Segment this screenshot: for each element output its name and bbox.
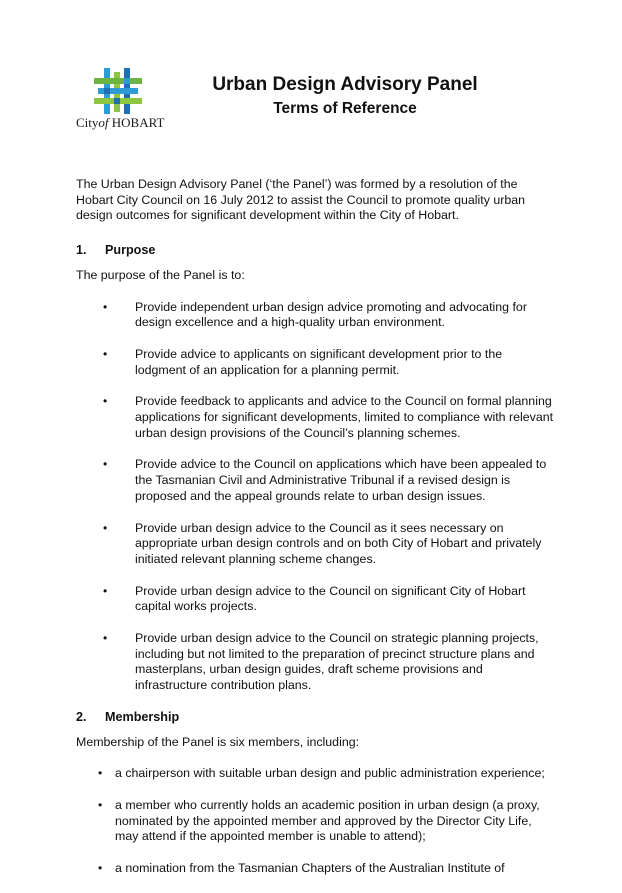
section-heading: 1. Purpose bbox=[76, 243, 156, 258]
hobart-logo-mark-icon bbox=[94, 68, 142, 114]
section-heading: 2. Membership bbox=[76, 709, 180, 724]
list-item: • a member who currently holds an academic position in urban design (a proxy, nominated by the appointed member and approved by the Director City Life, may attend if the appointed member is unable to attend); bbox=[76, 798, 556, 845]
membership-list bbox=[76, 766, 556, 877]
list-item: • a nomination from the Tasmanian Chapters of the Australian Institute of bbox=[76, 861, 556, 877]
list-item: • Provide feedback to applicants and advice to the Council on formal planning applications for significant developments, limited to compliance with relevant urban design provisions of the Council’s planning schemes. bbox=[76, 394, 556, 441]
document-body bbox=[76, 177, 556, 893]
city-of-hobart-logo bbox=[76, 68, 166, 132]
section-lead: Membership of the Panel is six members, including: bbox=[76, 734, 360, 749]
list-item: • a chairperson with suitable urban design and public administration experience; bbox=[76, 766, 556, 782]
logo-wordmark: Cityof HOBART bbox=[76, 115, 165, 130]
list-item: • Provide urban design advice to the Council on strategic planning projects, including but not limited to the preparation of precinct structure plans and masterplans, urban design guides, draft scheme provisions and infrastructure contribution plans. bbox=[76, 631, 556, 694]
list-item: • Provide urban design advice to the Council on significant City of Hobart capital works projects. bbox=[76, 584, 556, 615]
list-item: • Provide independent urban design advice promoting and advocating for design excellence and a high-quality urban environment. bbox=[76, 300, 556, 331]
section-lead: The purpose of the Panel is to: bbox=[76, 267, 245, 282]
intro-paragraph: The Urban Design Advisory Panel (‘the Panel’) was formed by a resolution of the Hobart City Council on 16 July 2012 to assist the Council to promote quality urban design outcomes for significant development within the City of Hobart. bbox=[76, 177, 526, 223]
list-item: • Provide urban design advice to the Council as it sees necessary on appropriate urban design controls and on both City of Hobart and privately initiated relevant planning scheme changes. bbox=[76, 521, 556, 568]
list-item: • Provide advice to applicants on significant development prior to the lodgment of an application for a planning permit. bbox=[76, 347, 556, 378]
section-membership bbox=[76, 710, 556, 877]
purpose-list bbox=[76, 300, 556, 694]
section-purpose bbox=[76, 243, 556, 694]
list-item: • Provide advice to the Council on applications which have been appealed to the Tasmanian Civil and Administrative Tribunal if a revised design is proposed and the appeal grounds relate to urban design issues. bbox=[76, 457, 556, 504]
document-title: Urban Design Advisory Panel bbox=[212, 74, 478, 95]
document-subtitle: Terms of Reference bbox=[273, 100, 417, 117]
